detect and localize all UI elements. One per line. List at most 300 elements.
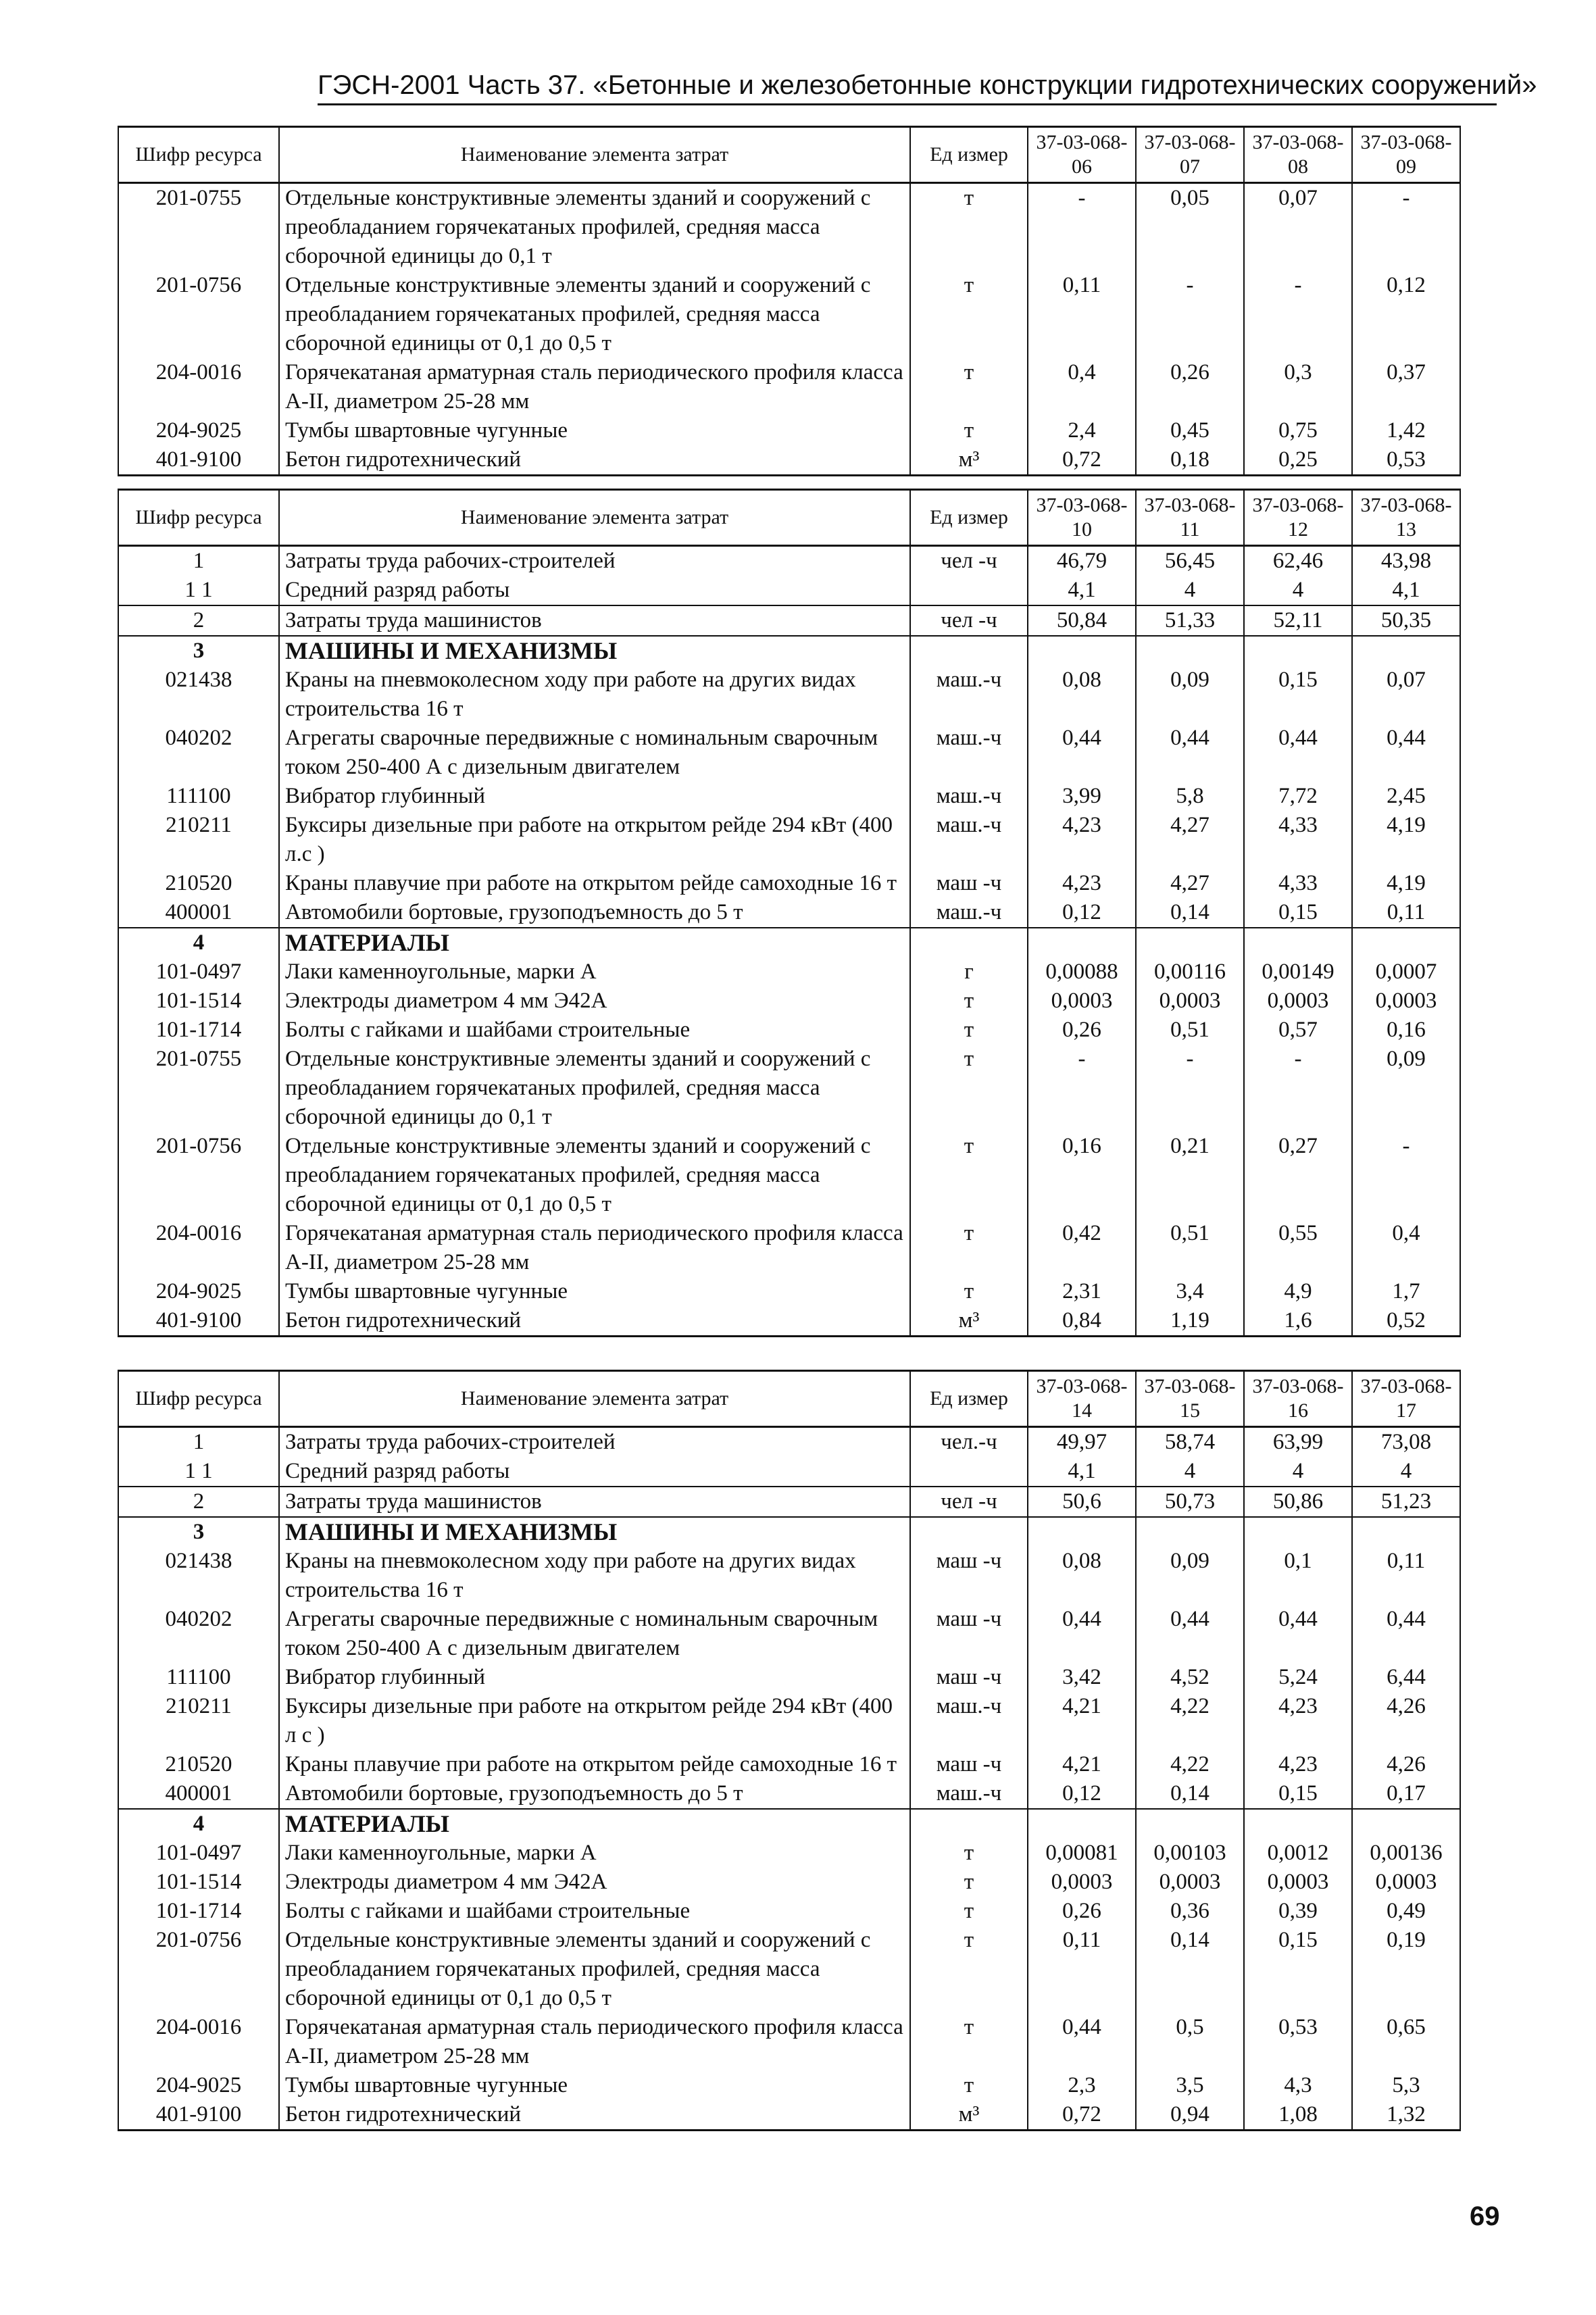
cell-code: 2 (118, 605, 279, 636)
cell-value (1244, 1809, 1352, 1839)
cell-value: 0,00136 (1352, 1839, 1460, 1868)
cell-unit: т (910, 1277, 1028, 1306)
table-row (118, 605, 1460, 636)
cell-value: 0,14 (1136, 898, 1244, 928)
cell-value: 0,12 (1028, 1779, 1136, 1809)
cell-name: Буксиры дизельные при работе на открытом рейде 294 кВт (400 л с ) (279, 1692, 910, 1750)
cell-value: 0,4 (1028, 358, 1136, 416)
header-norm-code: 37-03-068-12 (1244, 490, 1352, 546)
cell-value: 0,11 (1352, 898, 1460, 928)
cell-value: 3,5 (1136, 2071, 1244, 2100)
cell-value: 1,42 (1352, 416, 1460, 445)
cell-value: 0,45 (1136, 416, 1244, 445)
cell-value: 0,49 (1352, 1897, 1460, 1926)
cell-unit: маш -ч (910, 1547, 1028, 1605)
cell-code: 4 (118, 928, 279, 957)
header-code: Шифр ресурса (118, 1371, 279, 1427)
header-unit: Ед измер (910, 490, 1028, 546)
cell-name: Бетон гидротехнический (279, 2100, 910, 2131)
cell-value: 0,07 (1352, 666, 1460, 724)
cell-value: 1,7 (1352, 1277, 1460, 1306)
cell-value: 0,26 (1136, 358, 1244, 416)
cell-value: 0,12 (1352, 271, 1460, 358)
table-row (118, 2100, 1460, 2131)
table-row (118, 957, 1460, 987)
cell-name: Горячекатаная арматурная сталь периодического профиля класса А-II, диаметром 25-28 мм (279, 358, 910, 416)
cell-name: Электроды диаметром 4 мм Э42А (279, 987, 910, 1016)
table-row (118, 1897, 1460, 1926)
cell-name: Автомобили бортовые, грузоподъемность до 5 т (279, 1779, 910, 1809)
cell-value: 0,0003 (1352, 987, 1460, 1016)
cell-value (1352, 1809, 1460, 1839)
cell-value: 0,94 (1136, 2100, 1244, 2131)
cell-value: 0,84 (1028, 1306, 1136, 1337)
cell-code: 101-1714 (118, 1897, 279, 1926)
cell-value: 6,44 (1352, 1663, 1460, 1692)
cell-value: 0,11 (1028, 271, 1136, 358)
cell-value (1352, 1517, 1460, 1547)
cell-code: 201-0756 (118, 1926, 279, 2013)
cell-value: 0,0003 (1028, 1868, 1136, 1897)
cell-value: 4,23 (1028, 811, 1136, 869)
cell-code: 101-1514 (118, 1868, 279, 1897)
cell-code: 101-0497 (118, 1839, 279, 1868)
table-row (118, 1132, 1460, 1219)
cell-value: 0,44 (1028, 724, 1136, 782)
cell-value: 0,0003 (1352, 1868, 1460, 1897)
cell-value: - (1352, 1132, 1460, 1219)
cell-value: 0,08 (1028, 666, 1136, 724)
table-row (118, 811, 1460, 869)
cell-name: Краны на пневмоколесном ходу при работе на других видах строительства 16 т (279, 666, 910, 724)
cell-value: 56,45 (1136, 546, 1244, 576)
cell-value: 0,44 (1136, 724, 1244, 782)
cell-name: Затраты труда машинистов (279, 1487, 910, 1517)
cell-value: 0,51 (1136, 1016, 1244, 1045)
cell-unit: м³ (910, 445, 1028, 476)
cell-value: 0,0007 (1352, 957, 1460, 987)
cell-name: Тумбы швартовные чугунные (279, 2071, 910, 2100)
cell-value: 0,11 (1028, 1926, 1136, 2013)
cell-value: 5,8 (1136, 782, 1244, 811)
cell-value: 4,22 (1136, 1692, 1244, 1750)
cell-unit: чел -ч (910, 546, 1028, 576)
cell-value: 0,15 (1244, 666, 1352, 724)
cell-value (1244, 1517, 1352, 1547)
cell-code: 210520 (118, 869, 279, 898)
cell-unit: т (910, 1897, 1028, 1926)
cell-value: 0,0003 (1136, 987, 1244, 1016)
cell-value: 4,26 (1352, 1692, 1460, 1750)
cell-value: 5,3 (1352, 2071, 1460, 2100)
cell-code: 401-9100 (118, 1306, 279, 1337)
cell-value: 0,00103 (1136, 1839, 1244, 1868)
cell-code: 1 1 (118, 576, 279, 605)
table-row (118, 1663, 1460, 1692)
cell-unit: т (910, 1926, 1028, 2013)
cell-unit: маш.-ч (910, 898, 1028, 928)
cell-value (1136, 928, 1244, 957)
cell-value: 0,44 (1244, 724, 1352, 782)
header-unit: Ед измер (910, 1371, 1028, 1427)
cell-code: 210520 (118, 1750, 279, 1779)
cell-name: Буксиры дизельные при работе на открытом рейде 294 кВт (400 л.с ) (279, 811, 910, 869)
cell-code: 201-0755 (118, 1045, 279, 1132)
cell-value: - (1244, 1045, 1352, 1132)
cell-value (1028, 636, 1136, 666)
cell-code: 1 1 (118, 1457, 279, 1487)
header-norm-code: 37-03-068-15 (1136, 1371, 1244, 1427)
cell-value: 0,44 (1136, 1605, 1244, 1663)
cell-code: 4 (118, 1809, 279, 1839)
cell-value (1244, 636, 1352, 666)
cell-value: 0,05 (1136, 183, 1244, 272)
table-row (118, 183, 1460, 272)
cell-value: 0,44 (1244, 1605, 1352, 1663)
cell-name: МАШИНЫ И МЕХАНИЗМЫ (279, 636, 910, 666)
cell-unit: маш.-ч (910, 1779, 1028, 1809)
cell-value: 0,0003 (1136, 1868, 1244, 1897)
cell-unit (910, 1457, 1028, 1487)
cell-code: 210211 (118, 811, 279, 869)
header-norm-code: 37-03-068-17 (1352, 1371, 1460, 1427)
cell-value (1136, 1809, 1244, 1839)
cell-code: 204-0016 (118, 1219, 279, 1277)
cell-unit: маш.-ч (910, 811, 1028, 869)
cell-value: - (1244, 271, 1352, 358)
cell-value: 43,98 (1352, 546, 1460, 576)
cell-code: 3 (118, 1517, 279, 1547)
cell-value (1352, 928, 1460, 957)
header-code: Шифр ресурса (118, 127, 279, 183)
cell-value: 4 (1352, 1457, 1460, 1487)
cell-value: 0,00149 (1244, 957, 1352, 987)
table-row (118, 898, 1460, 928)
table-row (118, 546, 1460, 576)
cell-name: Агрегаты сварочные передвижные с номинальным сварочным током 250-400 А с дизельным двигателем (279, 724, 910, 782)
cell-unit: т (910, 987, 1028, 1016)
cell-unit: г (910, 957, 1028, 987)
cell-unit: маш -ч (910, 1605, 1028, 1663)
table-row (118, 2071, 1460, 2100)
page-number: 69 (1470, 2201, 1500, 2231)
cell-name: Тумбы швартовные чугунные (279, 1277, 910, 1306)
cell-name: Горячекатаная арматурная сталь периодического профиля класса А-II, диаметром 25-28 мм (279, 2013, 910, 2071)
cell-value: 0,65 (1352, 2013, 1460, 2071)
table-row (118, 1839, 1460, 1868)
cell-code: 111100 (118, 1663, 279, 1692)
cell-value: - (1352, 183, 1460, 272)
cell-unit (910, 1809, 1028, 1839)
cell-name: Лаки каменноугольные, марки А (279, 1839, 910, 1868)
header-norm-code: 37-03-068-06 (1028, 127, 1136, 183)
cell-unit: т (910, 271, 1028, 358)
cell-value (1028, 928, 1136, 957)
table-row (118, 1605, 1460, 1663)
header-norm-code: 37-03-068-11 (1136, 490, 1244, 546)
header-unit: Ед измер (910, 127, 1028, 183)
cell-value: 2,31 (1028, 1277, 1136, 1306)
table-row (118, 1016, 1460, 1045)
cell-unit: т (910, 1132, 1028, 1219)
table-row (118, 1306, 1460, 1337)
cell-value: 0,44 (1028, 1605, 1136, 1663)
cell-value: 4 (1136, 1457, 1244, 1487)
cell-unit: т (910, 2013, 1028, 2071)
cell-value: 0,5 (1136, 2013, 1244, 2071)
table-row (118, 416, 1460, 445)
cell-code: 040202 (118, 1605, 279, 1663)
cell-value: 0,00116 (1136, 957, 1244, 987)
cell-code: 021438 (118, 666, 279, 724)
table-row (118, 1868, 1460, 1897)
cell-value (1352, 636, 1460, 666)
cell-value: - (1136, 271, 1244, 358)
cell-value: 0,19 (1352, 1926, 1460, 2013)
cell-value: 0,12 (1028, 898, 1136, 928)
cell-value: 0,57 (1244, 1016, 1352, 1045)
cell-unit: т (910, 358, 1028, 416)
cell-value: 0,16 (1352, 1016, 1460, 1045)
cell-value (1136, 1517, 1244, 1547)
cell-name: Электроды диаметром 4 мм Э42А (279, 1868, 910, 1897)
cell-value: 4,1 (1352, 576, 1460, 605)
cell-value: 73,08 (1352, 1427, 1460, 1458)
table-row (118, 1045, 1460, 1132)
cell-code: 1 (118, 546, 279, 576)
cell-value: 4,19 (1352, 869, 1460, 898)
table-row (118, 987, 1460, 1016)
cell-value: 1,6 (1244, 1306, 1352, 1337)
cell-unit: маш.-ч (910, 1692, 1028, 1750)
cell-code: 040202 (118, 724, 279, 782)
cell-value: 4,19 (1352, 811, 1460, 869)
cell-code: 204-9025 (118, 416, 279, 445)
cell-value: 4,1 (1028, 576, 1136, 605)
cell-name: Болты с гайками и шайбами строительные (279, 1016, 910, 1045)
cell-value: 51,23 (1352, 1487, 1460, 1517)
cell-unit (910, 1517, 1028, 1547)
cell-code: 101-1714 (118, 1016, 279, 1045)
cell-code: 204-0016 (118, 2013, 279, 2071)
cell-value: 0,09 (1352, 1045, 1460, 1132)
cell-value: 50,35 (1352, 605, 1460, 636)
resource-table-3 (118, 1370, 1461, 2131)
cell-value (1244, 928, 1352, 957)
cell-name: МАШИНЫ И МЕХАНИЗМЫ (279, 1517, 910, 1547)
cell-name: Средний разряд работы (279, 576, 910, 605)
table-row (118, 1517, 1460, 1547)
cell-code: 101-1514 (118, 987, 279, 1016)
cell-value: 4,33 (1244, 811, 1352, 869)
cell-value: 0,55 (1244, 1219, 1352, 1277)
cell-value: 4,21 (1028, 1692, 1136, 1750)
cell-unit: маш -ч (910, 1750, 1028, 1779)
cell-value: 0,00088 (1028, 957, 1136, 987)
cell-name: Бетон гидротехнический (279, 445, 910, 476)
cell-code: 204-0016 (118, 358, 279, 416)
cell-value (1028, 1517, 1136, 1547)
table-row (118, 1219, 1460, 1277)
cell-value: 49,97 (1028, 1427, 1136, 1458)
header-code: Шифр ресурса (118, 490, 279, 546)
cell-value: 5,24 (1244, 1663, 1352, 1692)
cell-value: 0,42 (1028, 1219, 1136, 1277)
table-row (118, 1779, 1460, 1809)
cell-value: 0,0003 (1244, 1868, 1352, 1897)
header-norm-code: 37-03-068-16 (1244, 1371, 1352, 1427)
cell-value: 4,22 (1136, 1750, 1244, 1779)
cell-unit: т (910, 1839, 1028, 1868)
cell-name: Вибратор глубинный (279, 782, 910, 811)
table-row (118, 666, 1460, 724)
cell-name: Болты с гайками и шайбами строительные (279, 1897, 910, 1926)
cell-value: 51,33 (1136, 605, 1244, 636)
cell-name: Затраты труда машинистов (279, 605, 910, 636)
cell-value: 2,3 (1028, 2071, 1136, 2100)
cell-value: 4,52 (1136, 1663, 1244, 1692)
cell-unit: т (910, 1219, 1028, 1277)
cell-value: 0,44 (1028, 2013, 1136, 2071)
cell-value: 0,44 (1352, 724, 1460, 782)
cell-value: 0,14 (1136, 1926, 1244, 2013)
cell-unit: т (910, 2071, 1028, 2100)
cell-value: 0,44 (1352, 1605, 1460, 1663)
cell-unit: м³ (910, 2100, 1028, 2131)
cell-name: Бетон гидротехнический (279, 1306, 910, 1337)
cell-name: Затраты труда рабочих-строителей (279, 1427, 910, 1458)
cell-value: - (1028, 1045, 1136, 1132)
cell-value: 0,25 (1244, 445, 1352, 476)
cell-value: 2,45 (1352, 782, 1460, 811)
cell-value: 4,3 (1244, 2071, 1352, 2100)
cell-unit: м³ (910, 1306, 1028, 1337)
cell-value: 0,0012 (1244, 1839, 1352, 1868)
cell-value: 1,19 (1136, 1306, 1244, 1337)
cell-code: 101-0497 (118, 957, 279, 987)
cell-unit: чел -ч (910, 605, 1028, 636)
cell-value: 4,27 (1136, 869, 1244, 898)
cell-unit (910, 576, 1028, 605)
cell-name: Отдельные конструктивные элементы зданий и сооружений с преобладанием горячекатаных профилей, средняя масса сборочной единицы от 0,1 до 0,5 т (279, 1926, 910, 2013)
cell-value: 58,74 (1136, 1427, 1244, 1458)
cell-value: 0,18 (1136, 445, 1244, 476)
cell-value: 50,73 (1136, 1487, 1244, 1517)
cell-code: 2 (118, 1487, 279, 1517)
cell-value: 0,36 (1136, 1897, 1244, 1926)
cell-name: Тумбы швартовные чугунные (279, 416, 910, 445)
cell-value: 4,27 (1136, 811, 1244, 869)
cell-value: 0,08 (1028, 1547, 1136, 1605)
table-row (118, 1809, 1460, 1839)
cell-value (1136, 636, 1244, 666)
cell-value: 0,0003 (1244, 987, 1352, 1016)
header-norm-code: 37-03-068-14 (1028, 1371, 1136, 1427)
cell-unit: т (910, 416, 1028, 445)
cell-name: Средний разряд работы (279, 1457, 910, 1487)
cell-value: 4 (1244, 1457, 1352, 1487)
cell-value: 0,26 (1028, 1016, 1136, 1045)
cell-value: 0,09 (1136, 1547, 1244, 1605)
cell-unit: маш.-ч (910, 724, 1028, 782)
cell-value: 0,75 (1244, 416, 1352, 445)
header-norm-code: 37-03-068-13 (1352, 490, 1460, 546)
cell-value: 0,27 (1244, 1132, 1352, 1219)
cell-unit: т (910, 1016, 1028, 1045)
resource-table-1 (118, 126, 1461, 476)
table-row (118, 636, 1460, 666)
cell-value: 50,84 (1028, 605, 1136, 636)
cell-value: 4,23 (1244, 1692, 1352, 1750)
table-row (118, 1487, 1460, 1517)
cell-value: - (1028, 183, 1136, 272)
cell-value: 0,07 (1244, 183, 1352, 272)
table-row (118, 782, 1460, 811)
cell-name: Агрегаты сварочные передвижные с номинальным сварочным током 250-400 А с дизельным двигателем (279, 1605, 910, 1663)
header-norm-code: 37-03-068-09 (1352, 127, 1460, 183)
cell-value: 0,09 (1136, 666, 1244, 724)
table-row (118, 1547, 1460, 1605)
table-row (118, 358, 1460, 416)
cell-value: 4,1 (1028, 1457, 1136, 1487)
cell-name: Вибратор глубинный (279, 1663, 910, 1692)
cell-unit: маш.-ч (910, 666, 1028, 724)
cell-value: 4,23 (1028, 869, 1136, 898)
cell-value: 4 (1244, 576, 1352, 605)
table-row (118, 724, 1460, 782)
cell-value: 62,46 (1244, 546, 1352, 576)
table-row (118, 869, 1460, 898)
header-name: Наименование элемента затрат (279, 490, 910, 546)
cell-value: 4,9 (1244, 1277, 1352, 1306)
cell-value: 0,39 (1244, 1897, 1352, 1926)
cell-name: Горячекатаная арматурная сталь периодического профиля класса А-II, диаметром 25-28 мм (279, 1219, 910, 1277)
cell-code: 3 (118, 636, 279, 666)
cell-value: 0,4 (1352, 1219, 1460, 1277)
resource-table-2 (118, 489, 1461, 1337)
cell-value: 0,0003 (1028, 987, 1136, 1016)
cell-code: 204-9025 (118, 1277, 279, 1306)
table-row (118, 445, 1460, 476)
table-row (118, 2013, 1460, 2071)
cell-value: 0,72 (1028, 445, 1136, 476)
cell-code: 111100 (118, 782, 279, 811)
cell-unit: т (910, 183, 1028, 272)
cell-unit: т (910, 1045, 1028, 1132)
table-row (118, 1427, 1460, 1458)
cell-value: 3,42 (1028, 1663, 1136, 1692)
cell-value: 1,32 (1352, 2100, 1460, 2131)
cell-value: 7,72 (1244, 782, 1352, 811)
table-row (118, 1457, 1460, 1487)
cell-value: 0,11 (1352, 1547, 1460, 1605)
cell-name: Лаки каменноугольные, марки А (279, 957, 910, 987)
cell-unit: т (910, 1868, 1028, 1897)
cell-name: Отдельные конструктивные элементы зданий и сооружений с преобладанием горячекатаных профилей, средняя масса сборочной единицы от 0,1 до 0,5 т (279, 271, 910, 358)
cell-value: 50,86 (1244, 1487, 1352, 1517)
table-row (118, 1277, 1460, 1306)
table-row (118, 576, 1460, 605)
cell-name: Затраты труда рабочих-строителей (279, 546, 910, 576)
table-row (118, 1926, 1460, 2013)
cell-value: - (1136, 1045, 1244, 1132)
cell-code: 401-9100 (118, 2100, 279, 2131)
cell-code: 400001 (118, 1779, 279, 1809)
cell-name: Краны плавучие при работе на открытом рейде самоходные 16 т (279, 1750, 910, 1779)
cell-unit: маш -ч (910, 869, 1028, 898)
cell-value: 4,23 (1244, 1750, 1352, 1779)
header-norm-code: 37-03-068-10 (1028, 490, 1136, 546)
